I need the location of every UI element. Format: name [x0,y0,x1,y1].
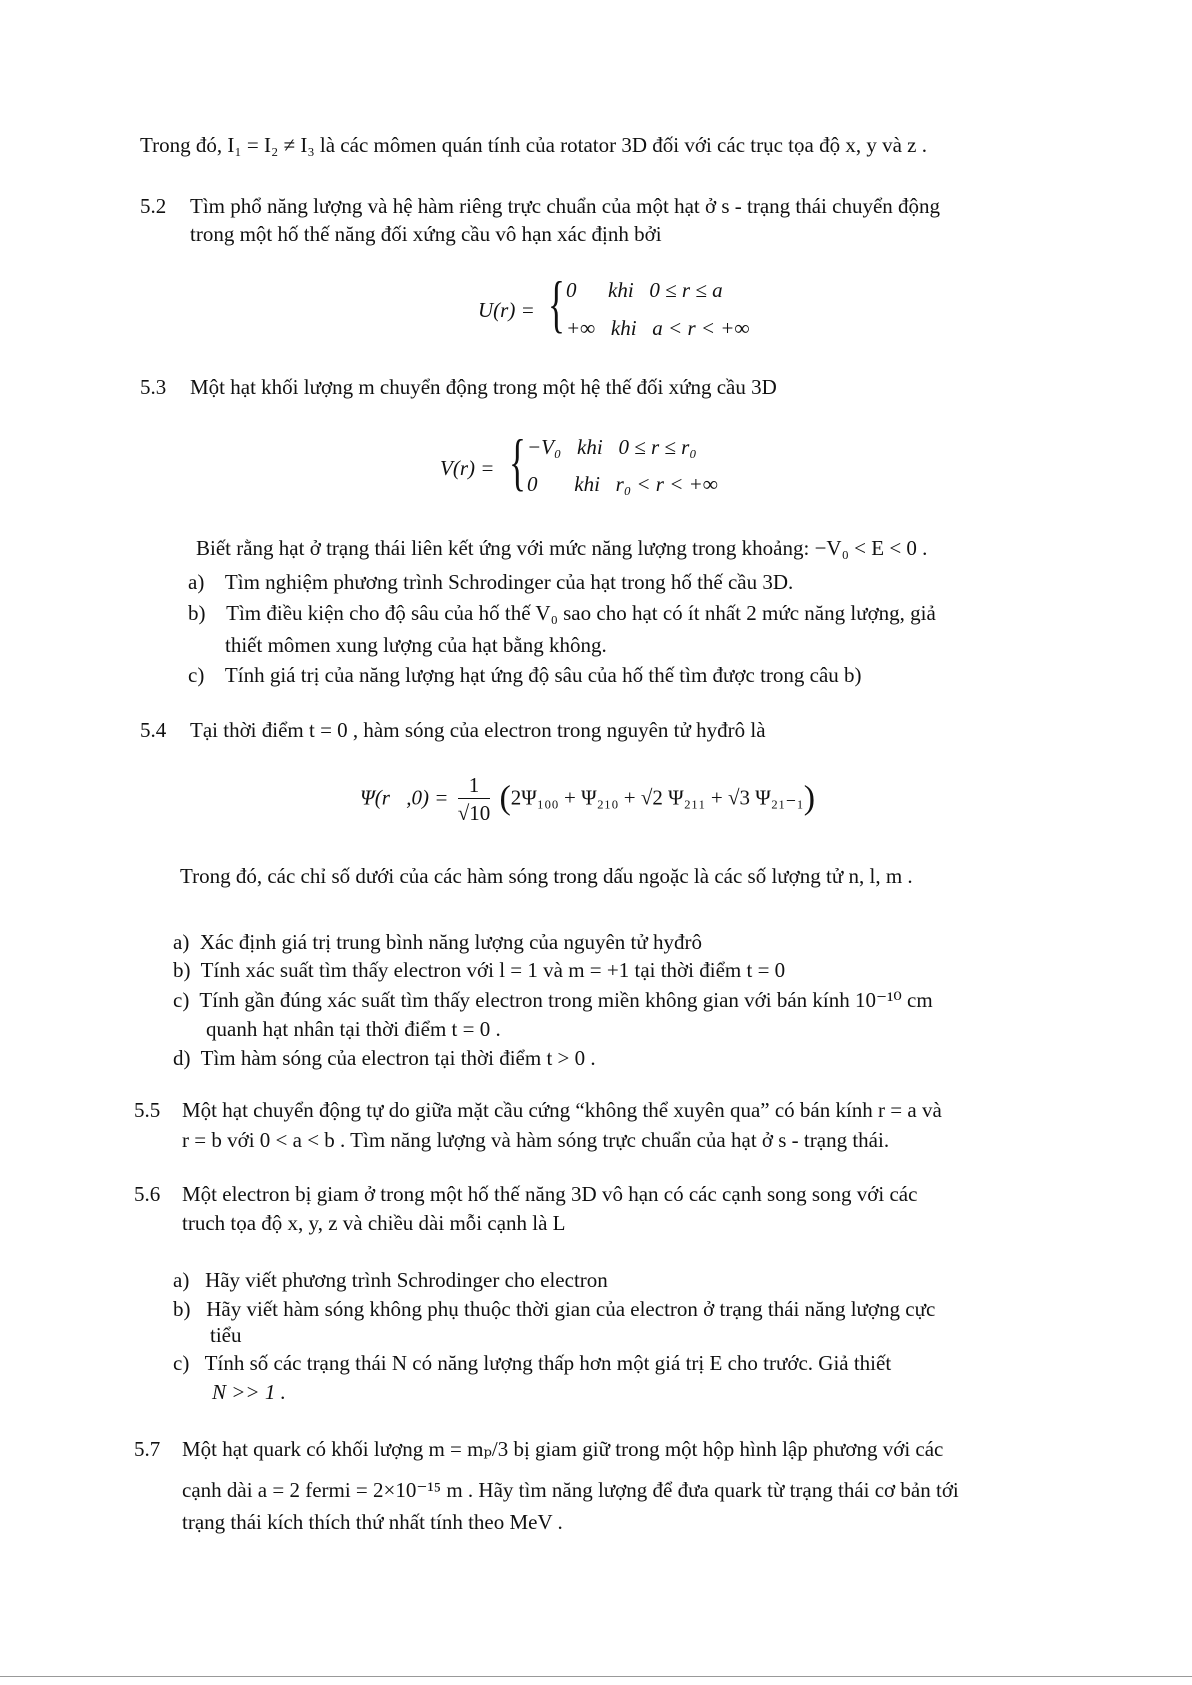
subitem-a: a) Xác định giá trị trung bình năng lượng của nguyên tử hyđrô [173,930,702,954]
fraction-denominator: √10 [457,801,491,825]
equation-row: −V₀ khi 0 ≤ r ≤ r₀ [527,435,697,459]
problem-text: trạng thái kích thích thứ nhất tính theo MeV . [182,1510,563,1534]
equation-lhs: U(r) = [478,298,535,322]
equation: Ψ(r⃗,0) = $\frac{1}{√10}$ (2Ψ₁₀₀ + Ψ₂₁₀ + √2 Ψ₂₁₁ + √3 Ψ₂₁₋₁) [360,773,816,825]
subitem-a: a) Hãy viết phương trình Schrodinger cho electron [173,1268,608,1292]
subitem-c: c) Tính số các trạng thái N có năng lượng thấp hơn một giá trị E cho trước. Giả thiết [173,1351,892,1375]
fraction-numerator: 1 [458,772,491,799]
subitem-b-cont: thiết mômen xung lượng của hạt bằng không. [225,633,607,657]
problem-note: Trong đó, các chỉ số dưới của các hàm sóng trong dấu ngoặc là các số lượng tử n, l, m . [180,864,913,888]
subitem-c-cont: N >> 1 . [212,1380,286,1404]
problem-number: 5.5 [134,1098,161,1122]
subitem-c: c) Tính giá trị của năng lượng hạt ứng độ sâu của hố thế tìm được trong câu b) [188,663,862,687]
problem-text: Một hạt chuyển động tự do giữa mặt cầu cứng “không thể xuyên qua” có bán kính r = a và [182,1098,942,1122]
problem-text: Tìm phổ năng lượng và hệ hàm riêng trực chuẩn của một hạt ở s - trạng thái chuyển động [190,194,941,218]
equation-brace: { [509,426,526,497]
problem-number: 5.6 [134,1182,161,1206]
problem-text: Một hạt quark có khối lượng m = mₚ/3 bị giam giữ trong một hộp hình lập phương với các [182,1437,944,1461]
equation-row: 0 khi r₀ < r < +∞ [527,472,718,496]
problem-text: cạnh dài a = 2 fermi = 2×10⁻¹⁵ m . Hãy tìm năng lượng để đưa quark từ trạng thái cơ bản tới [182,1478,959,1502]
problem-text: Tại thời điểm t = 0 , hàm sóng của electron trong nguyên tử hyđrô là [190,718,766,742]
subitem-b: b) Tính xác suất tìm thấy electron với l = 1 và m = +1 tại thời điểm t = 0 [173,958,786,982]
problem-number: 5.7 [134,1437,161,1461]
subitem-b: b) Tìm điều kiện cho độ sâu của hố thế V₀ sao cho hạt có ít nhất 2 mức năng lượng, giả [188,601,936,625]
equation-brace: { [548,268,565,339]
problem-number: 5.2 [140,194,167,218]
subitem-b: b) Hãy viết hàm sóng không phụ thuộc thời gian của electron ở trạng thái năng lượng cực [173,1297,936,1321]
equation-lhs: V(r) = [440,456,495,480]
problem-number: 5.4 [140,718,167,742]
problem-text: truch tọa độ x, y, z và chiều dài mỗi cạnh là L [182,1211,566,1235]
page-bottom-rule [0,1676,1192,1677]
subitem-c-cont: quanh hạt nhân tại thời điểm t = 0 . [206,1017,501,1041]
equation-row: 0 khi 0 ≤ r ≤ a [566,278,723,302]
problem-text: r = b với 0 < a < b . Tìm năng lượng và hàm sóng trực chuẩn của hạt ở s - trạng thái. [182,1128,890,1152]
equation-rhs: 2Ψ₁₀₀ + Ψ₂₁₀ + √2 Ψ₂₁₁ + √3 Ψ₂₁₋₁ [510,785,804,810]
intro-line: Trong đó, I₁ = I₂ ≠ I₃ là các mômen quán tính của rotator 3D đối với các trục tọa độ x, y và z . [140,133,927,157]
subitem-a: a) Tìm nghiệm phương trình Schrodinger của hạt trong hố thế cầu 3D. [188,570,794,594]
equation-fraction [458,772,491,827]
problem-text: Một electron bị giam ở trong một hố thế năng 3D vô hạn có các cạnh song song với các [182,1182,918,1206]
problem-text: trong một hố thế năng đối xứng cầu vô hạn xác định bởi [190,222,662,246]
equation-lhs: Ψ(r⃗,0) = [360,785,449,810]
subitem-b-cont: tiểu [210,1323,242,1347]
equation-row: +∞ khi a < r < +∞ [566,316,750,340]
problem-note: Biết rằng hạt ở trạng thái liên kết ứng với mức năng lượng trong khoảng: −V₀ < E < 0 . [196,536,928,560]
subitem-c: c) Tính gần đúng xác suất tìm thấy electron trong miền không gian với bán kính 10⁻¹⁰ cm [173,988,933,1012]
problem-number: 5.3 [140,375,167,399]
subitem-d: d) Tìm hàm sóng của electron tại thời điểm t > 0 . [173,1046,596,1070]
problem-text: Một hạt khối lượng m chuyển động trong một hệ thế đối xứng cầu 3D [190,375,777,399]
